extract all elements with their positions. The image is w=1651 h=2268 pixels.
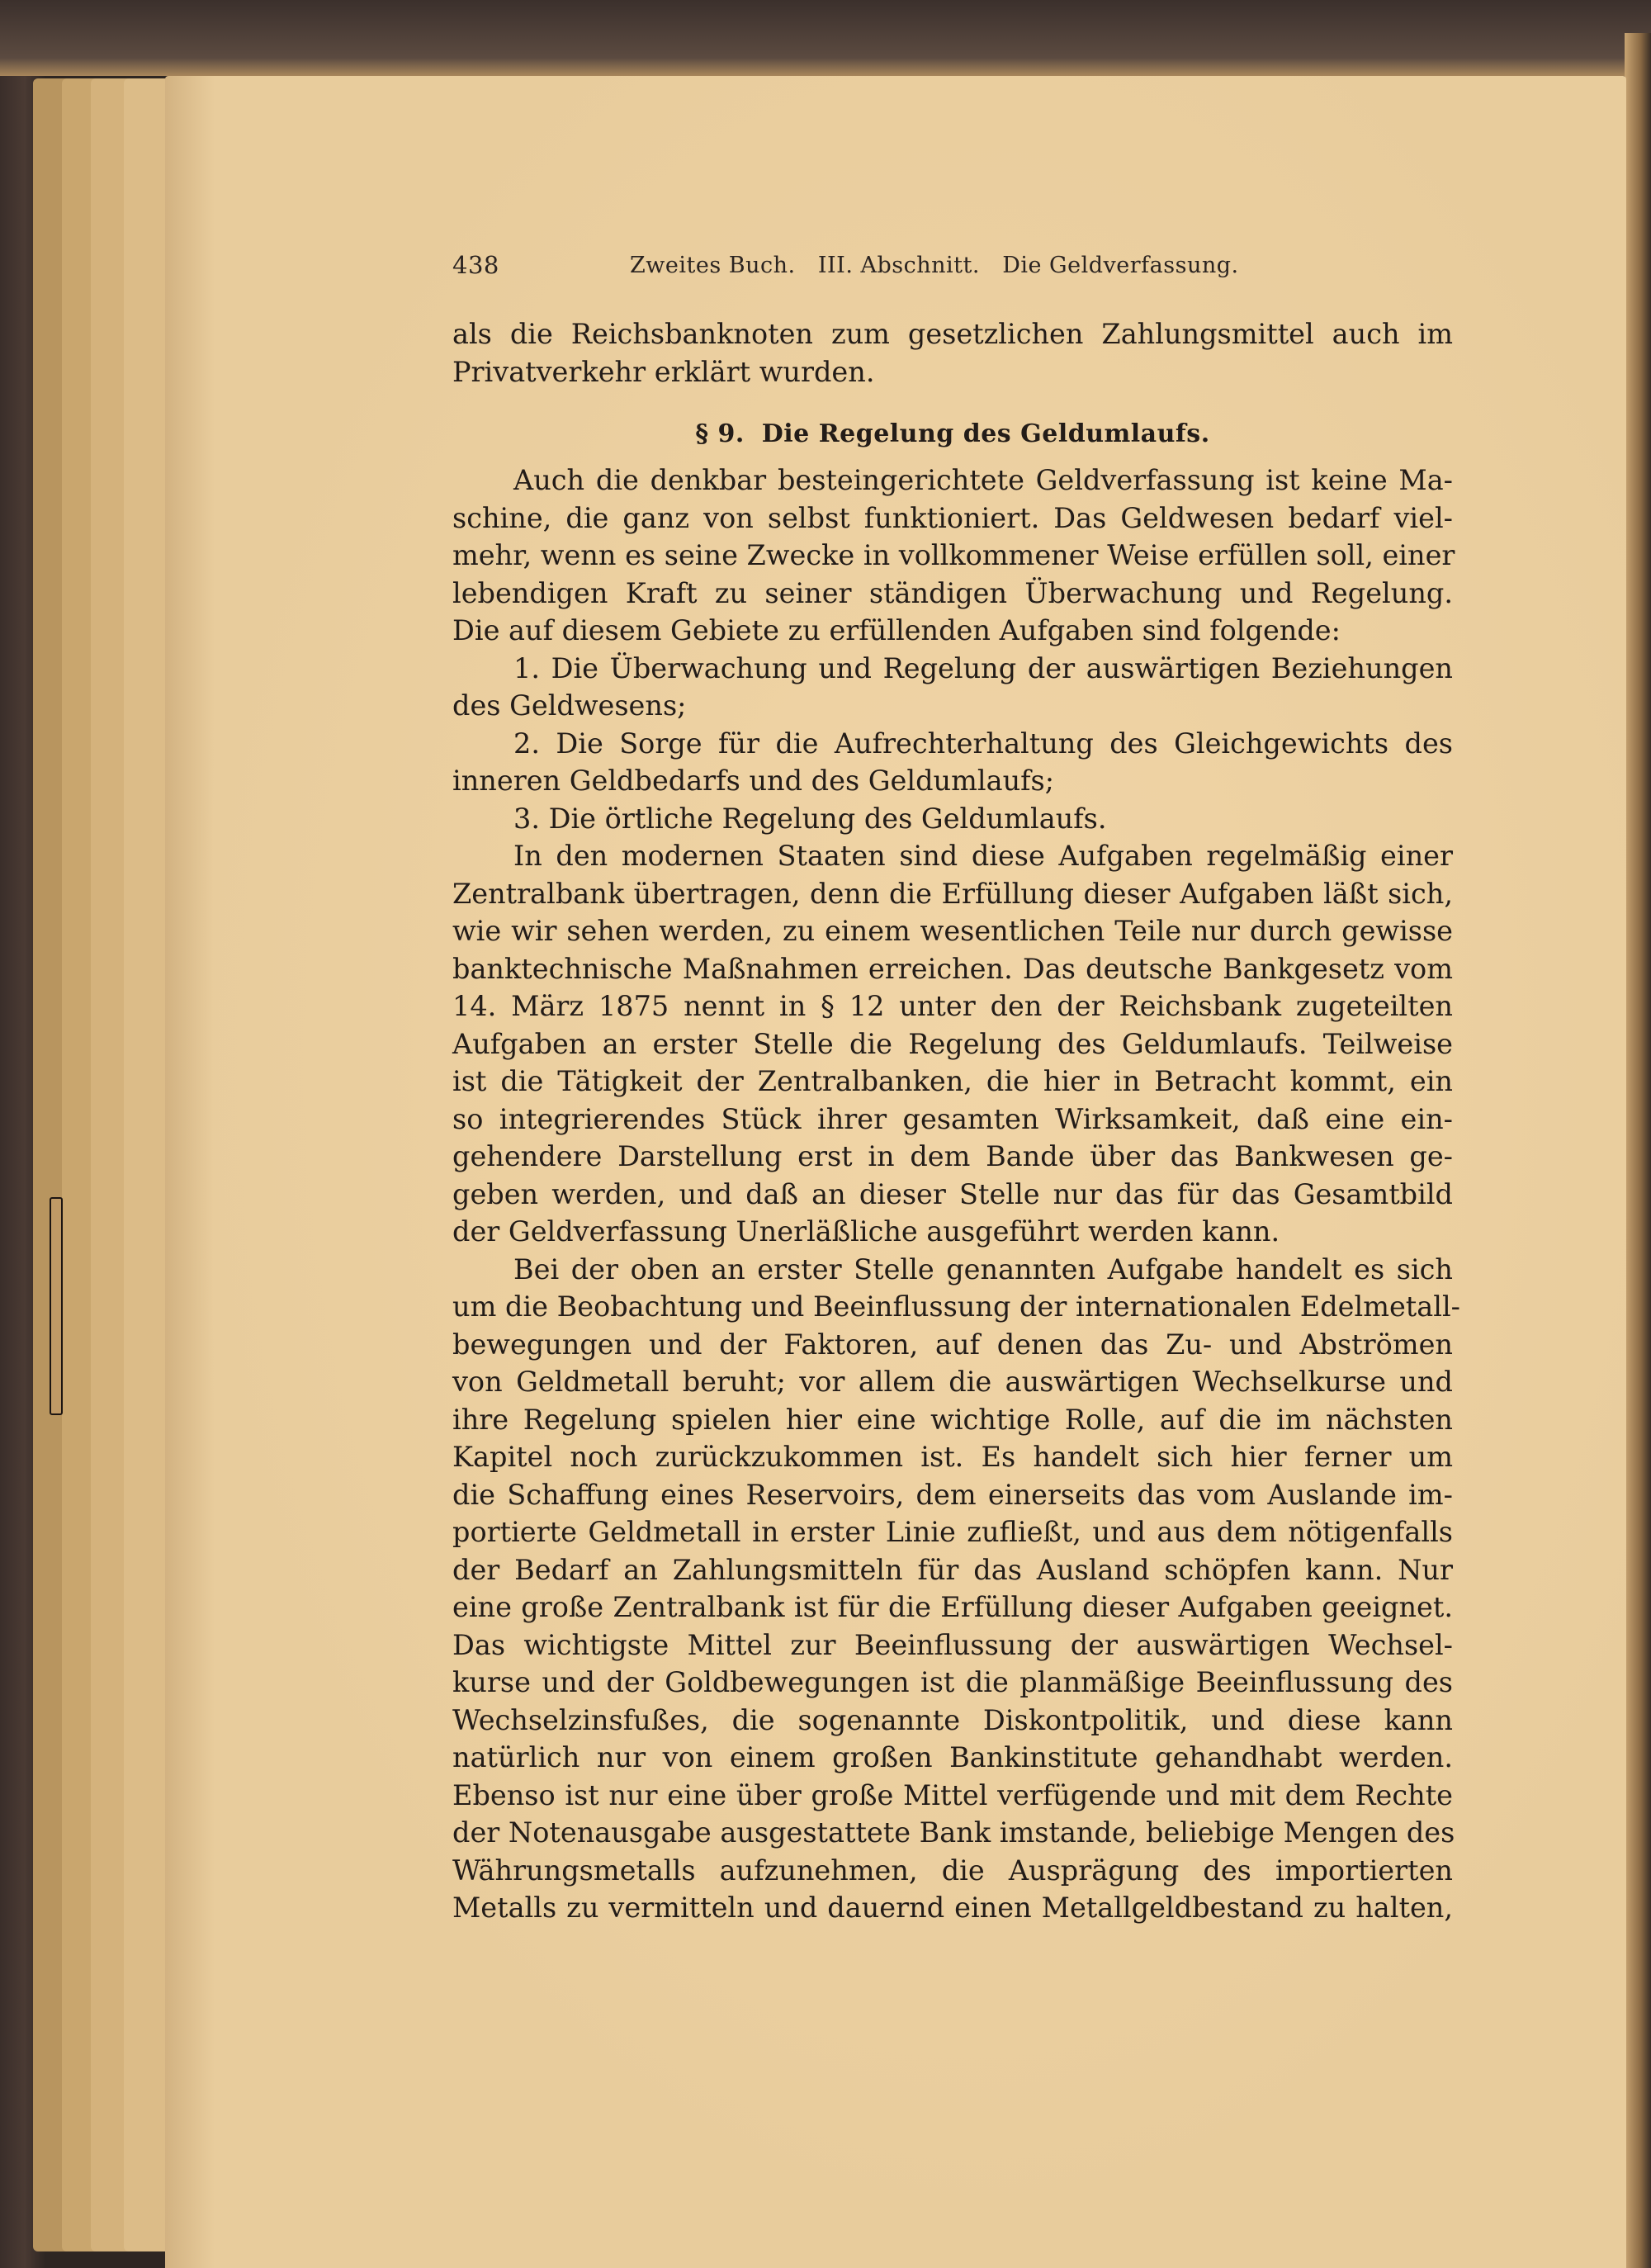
text-line: mehr, wenn es seine Zwecke in vollkommener Weise erfüllen soll, einer [452, 539, 1455, 571]
page-number: 438 [452, 251, 499, 279]
section-heading [452, 391, 1453, 462]
text-line: Metalls zu vermitteln und dauernd einen Metallgeldbestand zu halten, [452, 1892, 1453, 1924]
text-line: so integrierendes Stück ihrer gesamten Wirksamkeit, daß eine ein- [452, 1102, 1453, 1135]
text-line: Privatverkehr erklärt wurden. [452, 355, 875, 388]
text-line: inneren Geldbedarfs und des Geldumlaufs; [452, 765, 1055, 797]
text-line: In den modernen Staaten sind diese Aufgaben regelmäßig einer [513, 840, 1453, 872]
text-line: Das wichtigste Mittel zur Beeinflussung der auswärtigen Wechsel- [452, 1628, 1453, 1661]
bookmark-ribbon [50, 1197, 63, 1415]
text-line: ist die Tätigkeit der Zentralbanken, die hier in Betracht kommt, ein [452, 1065, 1453, 1097]
text-line: kurse und der Goldbewegungen ist die planmäßige Beeinflussung des [452, 1666, 1453, 1698]
right-page-edge [1625, 33, 1651, 2268]
text-line: Wechselzinsfußes, die sogenannte Diskontpolitik, und diese kann [452, 1703, 1453, 1736]
text-line: portierte Geldmetall in erster Linie zufließt, und aus dem nötigenfalls [452, 1516, 1453, 1548]
list-item: 2. Die Sorge für die Aufrechterhaltung des Gleichgewichts des [513, 727, 1453, 760]
text-line: lebendigen Kraft zu seiner ständigen Überwachung und Regelung. [452, 576, 1453, 609]
text-line: gehendere Darstellung erst in dem Bande über das Bankwesen ge- [452, 1140, 1453, 1172]
text-line: Auch die denkbar besteingerichtete Geldverfassung ist keine Ma- [513, 464, 1453, 496]
text-line: als die Reichsbanknoten zum gesetzlichen Zahlungsmittel auch im [452, 318, 1453, 350]
text-line: eine große Zentralbank ist für die Erfüllung dieser Aufgaben geeignet. [452, 1591, 1453, 1623]
list-item: 3. Die örtliche Regelung des Geldumlaufs. [513, 802, 1107, 835]
text-line: 14. März 1875 nennt in § 12 unter den der Reichsbank zugeteilten [452, 990, 1453, 1022]
text-line: Aufgaben an erster Stelle die Regelung des Geldumlaufs. Teilweise [452, 1027, 1453, 1060]
text-line: der Geldverfassung Unerläßliche ausgeführt werden kann. [452, 1215, 1280, 1248]
text-line: Kapitel noch zurückzukommen ist. Es handelt sich hier ferner um [452, 1441, 1453, 1473]
text-line: von Geldmetall beruht; vor allem die auswärtigen Wechselkurse und [452, 1366, 1453, 1398]
text-line: ihre Regelung spielen hier eine wichtige Rolle, auf die im nächsten [452, 1403, 1453, 1436]
text-line: Ebenso ist nur eine über große Mittel verfügende und mit dem Rechte [452, 1778, 1453, 1811]
list-item: 1. Die Überwachung und Regelung der auswärtigen Beziehungen [513, 651, 1453, 684]
text-block [452, 315, 1460, 1927]
text-line: der Bedarf an Zahlungsmitteln für das Ausland schöpfen kann. Nur [452, 1553, 1453, 1586]
text-line: geben werden, und daß an dieser Stelle nur das für das Gesamtbild [452, 1177, 1453, 1210]
text-line: Zentralbank übertragen, denn die Erfüllung dieser Aufgaben läßt sich, [452, 877, 1453, 910]
top-binding [0, 0, 1651, 76]
text-line: natürlich nur von einem großen Bankinstitute gehandhabt werden. [452, 1741, 1453, 1773]
text-line: bewegungen und der Faktoren, auf denen das Zu- und Abströmen [452, 1328, 1453, 1361]
page-header [452, 251, 1526, 284]
text-line: Die auf diesem Gebiete zu erfüllenden Aufgaben sind folgende: [452, 614, 1341, 646]
text-line: Währungsmetalls aufzunehmen, die Ausprägung des importierten [452, 1854, 1453, 1887]
section-title: Die Regelung des Geldumlaufs. [761, 419, 1210, 448]
text-line: des Geldwesens; [452, 689, 687, 722]
section-number: § 9. [695, 419, 745, 448]
text-line: wie wir sehen werden, zu einem wesentlichen Teile nur durch gewisse [452, 915, 1453, 947]
text-line: banktechnische Maßnahmen erreichen. Das deutsche Bankgesetz vom [452, 952, 1453, 985]
text-line: Bei der oben an erster Stelle genannten Aufgabe handelt es sich [513, 1252, 1453, 1286]
text-line: schine, die ganz von selbst funktioniert. Das Geldwesen bedarf viel- [452, 501, 1453, 534]
text-line: die Schaffung eines Reservoirs, dem einerseits das vom Auslande im- [452, 1478, 1453, 1511]
running-head: Zweites Buch. III. Abschnitt. Die Geldverfassung. [630, 253, 1239, 278]
text-line: der Notenausgabe ausgestattete Bank imstande, beliebige Mengen des [452, 1816, 1455, 1849]
text-line: um die Beobachtung und Beeinflussung der internationalen Edelmetall- [452, 1290, 1460, 1323]
